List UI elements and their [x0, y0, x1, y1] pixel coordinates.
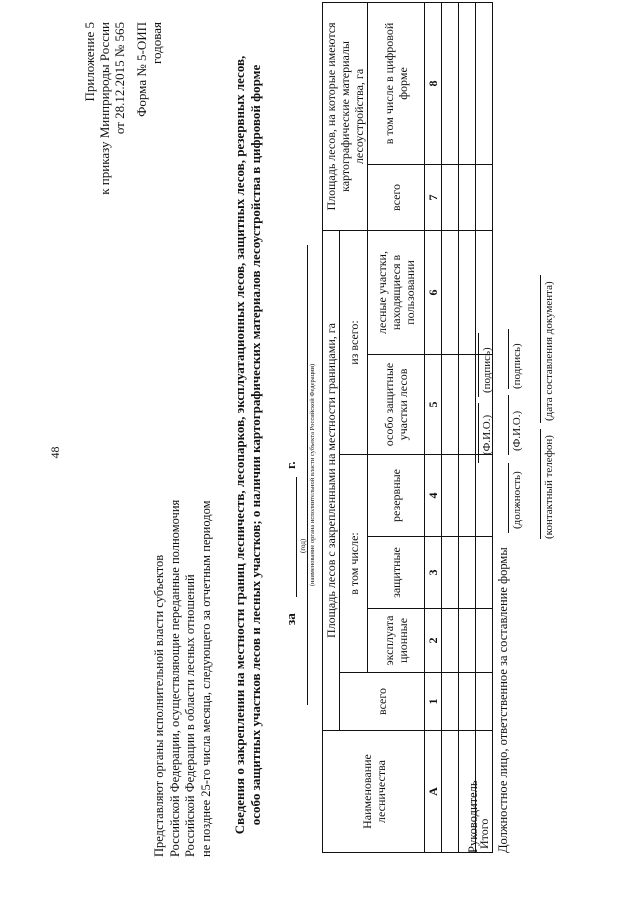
header-in-use: лесные участки, находящиеся в пользовании [368, 230, 425, 354]
column-numbers-row [425, 2, 442, 852]
col-num-6: 6 [425, 230, 442, 354]
appendix-line-2: к приказу Минприроды России [97, 22, 112, 195]
cell[interactable] [459, 355, 476, 455]
cell[interactable] [476, 673, 493, 731]
page-number: 48 [48, 446, 62, 459]
col-num-1: 1 [425, 673, 442, 731]
responsible-label: Должностное лицо, ответственное за составление формы [496, 547, 510, 853]
responsible-signature-caption: (подпись) [511, 343, 523, 389]
head-signature-caption: (подпись) [481, 347, 493, 393]
position-line[interactable] [508, 463, 509, 533]
form-number-block [134, 22, 164, 117]
cell[interactable] [442, 609, 459, 673]
head-label: Руководитель [466, 780, 480, 853]
col-num-4: 4 [425, 455, 442, 537]
year-caption: (год) [299, 538, 307, 553]
cell[interactable] [442, 2, 459, 164]
responsible-fio-line[interactable] [508, 395, 509, 455]
submitter-line-1: Представляют органы исполнительной власти субъектов [152, 554, 166, 857]
header-carto-digital: в том числе в цифровой форме [368, 2, 425, 164]
phone-caption: (контактный телефон) [543, 435, 555, 539]
cell[interactable] [442, 455, 459, 537]
header-area-group: Площадь лесов с закрепленными на местности границами, га [323, 230, 340, 730]
period-suffix: г. [283, 461, 298, 469]
cell[interactable] [476, 2, 493, 164]
cell[interactable] [459, 2, 476, 164]
cell[interactable] [476, 455, 493, 537]
cell[interactable] [476, 164, 493, 230]
form-number: Форма № 5-ОИП [134, 22, 149, 117]
submitter-line-4: не позднее 25-го числа месяца, следующего за отчетным периодом [198, 500, 213, 857]
date-line[interactable] [540, 275, 541, 423]
org-caption: (наименование органа исполнительной власти субъекта Российской Федерации) [309, 363, 316, 587]
col-num-7: 7 [425, 164, 442, 230]
submitter-line-2: Российской Федерации, осуществляющие переданные полномочия [167, 499, 182, 857]
cell[interactable] [442, 355, 459, 455]
col-num-5: 5 [425, 355, 442, 455]
period-prefix: за [283, 613, 298, 625]
cell[interactable] [459, 537, 476, 609]
header-protect: защитные [368, 537, 425, 609]
date-caption: (дата составления документа) [543, 281, 555, 421]
cell[interactable] [459, 673, 476, 731]
appendix-line-1: Приложение 5 [82, 22, 97, 102]
cell[interactable] [442, 731, 459, 853]
phone-line[interactable] [540, 429, 541, 539]
head-fio-caption: (Ф.И.О.) [481, 414, 493, 455]
col-num-2: 2 [425, 609, 442, 673]
table-row [442, 2, 459, 852]
responsible-signature-line[interactable] [508, 329, 509, 389]
appendix-reference [82, 22, 127, 195]
table-row [459, 2, 476, 852]
cell[interactable] [459, 455, 476, 537]
appendix-line-3: от 28.12.2015 № 565 [112, 22, 127, 135]
cell[interactable] [459, 609, 476, 673]
cell[interactable] [459, 230, 476, 354]
total-label: Итого [476, 731, 493, 853]
col-num-8: 8 [425, 2, 442, 164]
header-ozul: особо защитные участки лесов [368, 355, 425, 455]
title-line-2: особо защитных участков лесов и лесных участков; о наличии картографических материалов лесоустройства в цифровой форме [248, 64, 263, 826]
cell[interactable] [442, 537, 459, 609]
document-title [232, 15, 264, 875]
header-carto-group: Площадь лесов, на которые имеются картографические материалы лесоустройства, га [323, 2, 368, 230]
year-input-line[interactable] [296, 477, 297, 597]
org-input-line[interactable] [307, 245, 308, 705]
head-fio-line[interactable] [478, 403, 479, 463]
header-total: всего [340, 673, 425, 731]
form-period: годовая [149, 22, 164, 64]
col-num-a: А [425, 731, 442, 853]
header-name: Наименование лесничества [323, 731, 425, 853]
header-of-total: из всего: [340, 230, 368, 454]
header-in-that: в том числе: [340, 455, 368, 673]
title-line-1: Сведения о закреплении на местности границ лесничеств, лесопарков, эксплуатационных лесов, защитных лесов, резервных лесов, [232, 55, 247, 835]
cell[interactable] [459, 164, 476, 230]
cell[interactable] [442, 673, 459, 731]
position-caption: (должность) [511, 471, 523, 529]
header-reserve: резервные [368, 455, 425, 537]
head-signature-line[interactable] [478, 333, 479, 397]
header-carto-total: всего [368, 164, 425, 230]
submitter-line-3: Российской Федерации в области лесных отношений [183, 574, 197, 857]
cell[interactable] [442, 164, 459, 230]
col-num-3: 3 [425, 537, 442, 609]
cell[interactable] [476, 537, 493, 609]
header-exploit: эксплуата ционные [368, 609, 425, 673]
responsible-fio-caption: (Ф.И.О.) [511, 410, 523, 451]
cell[interactable] [442, 230, 459, 354]
report-table [322, 2, 493, 853]
cell[interactable] [476, 609, 493, 673]
submitter-block [152, 500, 214, 857]
